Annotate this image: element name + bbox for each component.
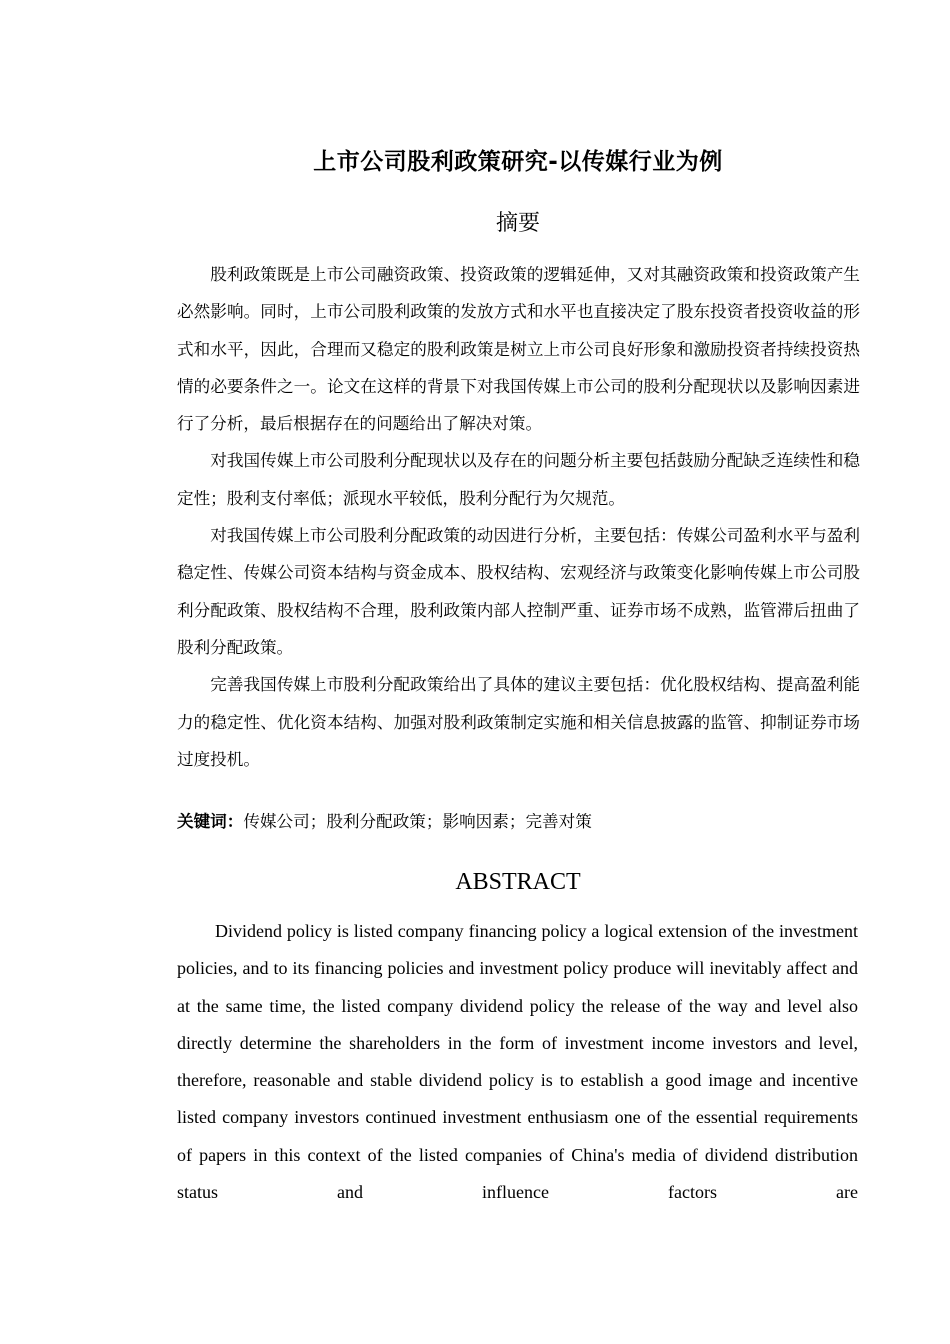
english-abstract-heading: ABSTRACT (455, 869, 581, 895)
chinese-abstract-paragraph-3: 对我国传媒上市公司股利分配政策的动因进行分析，主要包括：传媒公司盈利水平与盈利稳定性、传媒公司资本结构与资金成本、股权结构、宏观经济与政策变化影响传媒上市公司股利分配政策、股权结构不合理，股利政策内部人控制严重、证券市场不成熟，监管滞后扭曲了股利分配政策。 (177, 526, 860, 657)
keywords-label: 关键词： (177, 812, 244, 831)
english-abstract-body (177, 913, 858, 1211)
keywords-text: 传媒公司；股利分配政策；影响因素；完善对策 (243, 812, 592, 831)
chinese-abstract-heading: 摘要 (495, 211, 540, 236)
chinese-abstract-paragraph-2: 对我国传媒上市公司股利分配现状以及存在的问题分析主要包括鼓励分配缺乏连续性和稳定性；股利支付率低；派现水平较低，股利分配行为欠规范。 (177, 451, 860, 508)
english-abstract-paragraph: Dividend policy is listed company financing policy a logical extension of the investment policies, and to its financing policies and investment policy produce will inevitably affect and at the same time, the listed company dividend policy the release of the way and level also directly determine the shareholders in the form of investment income investors and level, therefore, reasonable and stable dividend policy is to establish a good image and incentive listed company investors continued investment enthusiasm one of the essential requirements of papers in this context of the listed companies of China's media of dividend distribution status and influence factors are (177, 921, 858, 1203)
chinese-abstract-paragraph-4: 完善我国传媒上市股利分配政策给出了具体的建议主要包括：优化股权结构、提高盈利能力的稳定性、优化资本结构、加强对股利政策制定实施和相关信息披露的监管、抑制证券市场过度投机。 (177, 675, 860, 769)
paper-title: 上市公司股利政策研究-以传媒行业为例 (313, 149, 723, 175)
chinese-abstract-body (177, 256, 860, 778)
chinese-abstract-paragraph-1: 股利政策既是上市公司融资政策、投资政策的逻辑延伸，又对其融资政策和投资政策产生必然影响。同时，上市公司股利政策的发放方式和水平也直接决定了股东投资者投资收益的形式和水平，因此，合理而又稳定的股利政策是树立上市公司良好形象和激励投资者持续投资热情的必要条件之一。论文在这样的背景下对我国传媒上市公司的股利分配现状以及影响因素进行了分析，最后根据存在的问题给出了解决对策。 (177, 265, 860, 434)
keywords-line (177, 805, 860, 839)
